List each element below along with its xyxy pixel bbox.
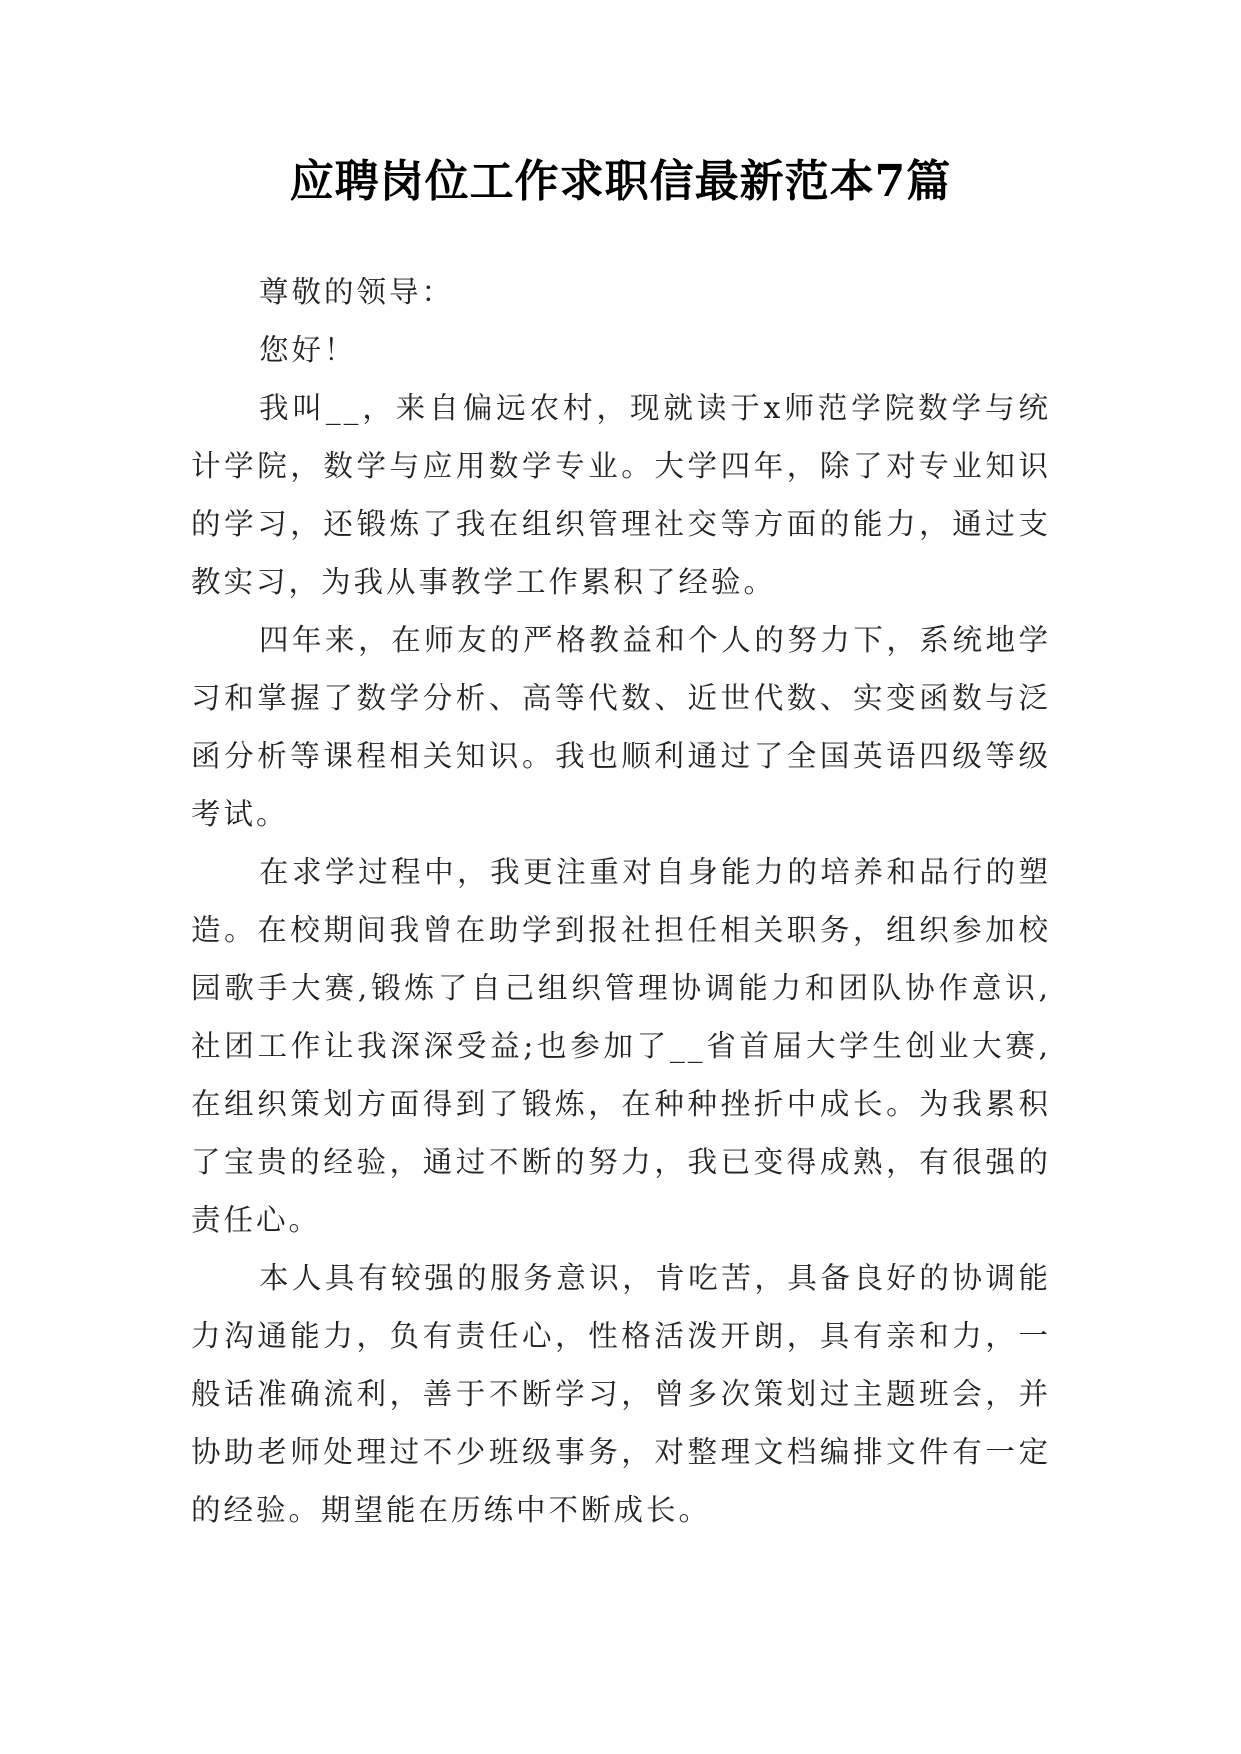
greeting: 您好！ bbox=[259, 333, 357, 367]
salutation: 尊敬的领导： bbox=[259, 275, 455, 309]
document-body bbox=[191, 263, 1051, 1539]
paragraph-abilities: 在求学过程中，我更注重对自身能力的培养和品行的塑造。在校期间我曾在助学到报社担任相关职务，组织参加校园歌手大赛,锻炼了自己组织管理协调能力和团队协作意识,社团工作让我深深受益;也参加了__省首届大学生创业大赛,在组织策划方面得到了锻炼，在种种挫折中成长。为我累积了宝贵的经验，通过不断的努力，我已变得成熟，有很强的责任心。 bbox=[191, 855, 1051, 1237]
paragraph-introduction: 我叫__，来自偏远农村，现就读于x师范学院数学与统计学院，数学与应用数学专业。大学四年，除了对专业知识的学习，还锻炼了我在组织管理社交等方面的能力，通过支教实习，为我从事教学工作累积了经验。 bbox=[191, 391, 1051, 599]
paragraph-personality: 本人具有较强的服务意识，肯吃苦，具备良好的协调能力沟通能力，负有责任心，性格活泼开朗，具有亲和力，一般话准确流利，善于不断学习，曾多次策划过主题班会，并协助老师处理过不少班级事务，对整理文档编排文件有一定的经验。期望能在历练中不断成长。 bbox=[191, 1261, 1051, 1527]
paragraph-studies: 四年来，在师友的严格教益和个人的努力下，系统地学习和掌握了数学分析、高等代数、近世代数、实变函数与泛函分析等课程相关知识。我也顺利通过了全国英语四级等级考试。 bbox=[191, 623, 1051, 831]
document-title: 应聘岗位工作求职信最新范本7篇 bbox=[289, 156, 952, 207]
